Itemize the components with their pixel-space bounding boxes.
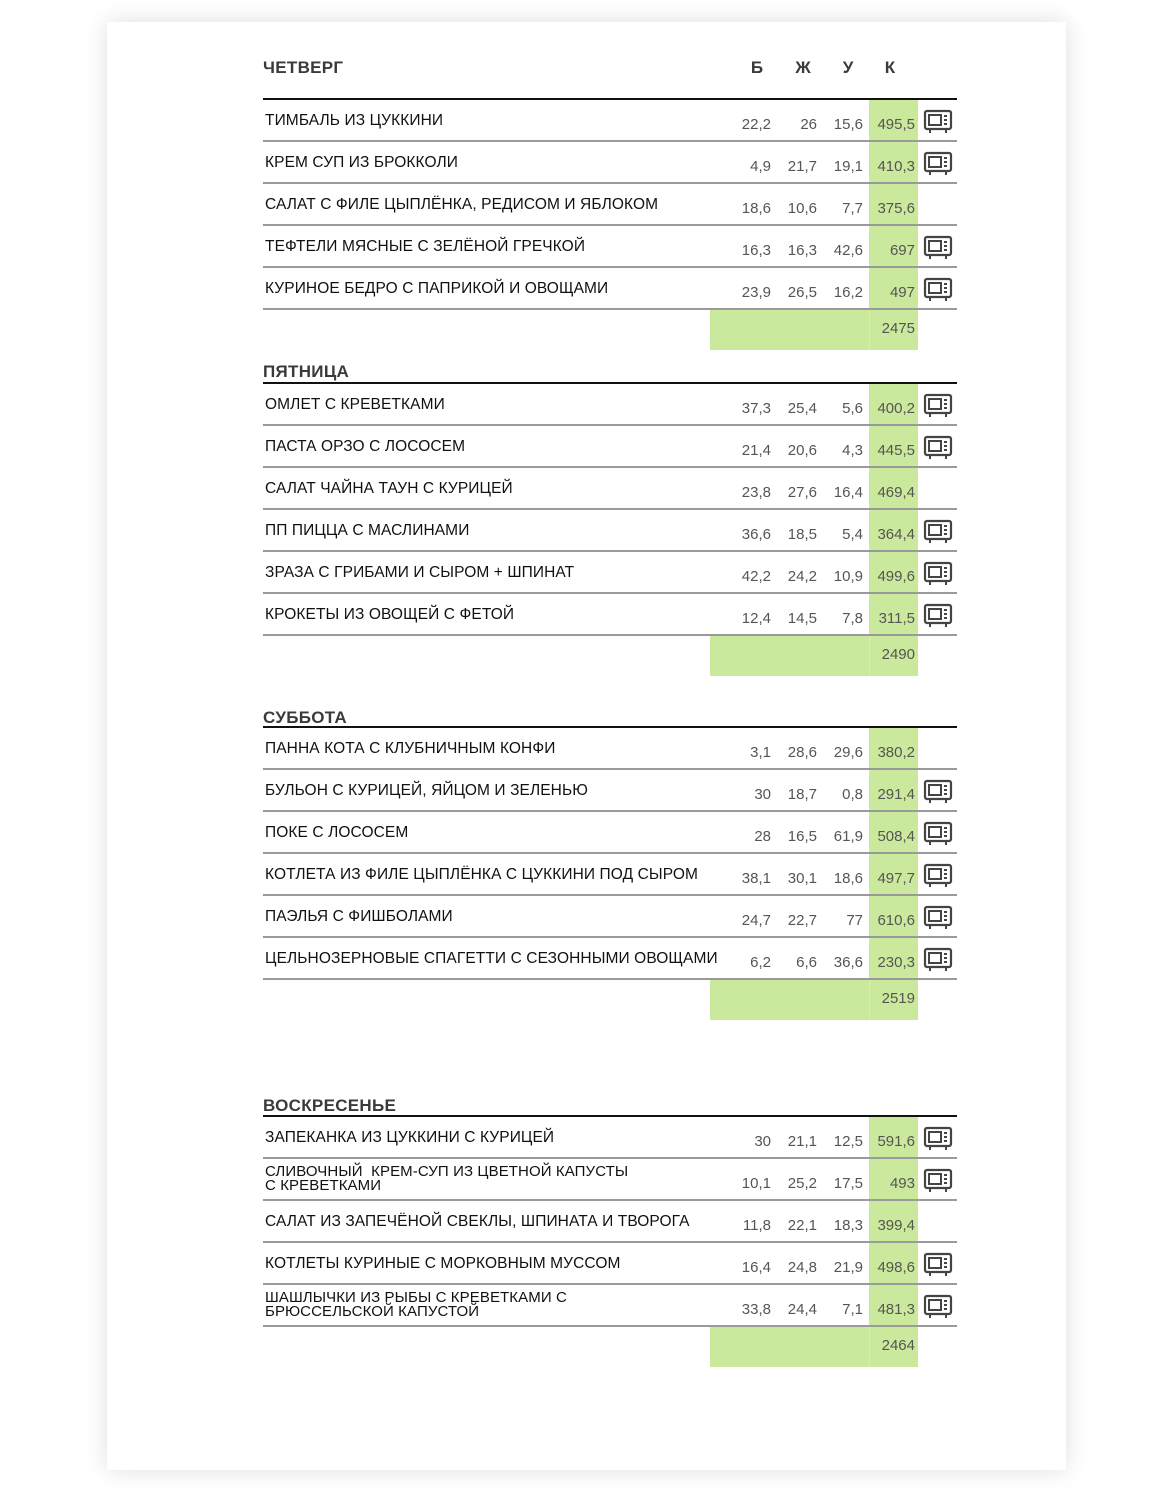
dish-name: СЛИВОЧНЫЙ КРЕМ-СУП ИЗ ЦВЕТНОЙ КАПУСТЫ С КРЕВЕТКАМИ	[265, 1163, 629, 1194]
carbs-value: 29,6	[833, 744, 863, 761]
dish-name: КРОКЕТЫ ИЗ ОВОЩЕЙ С ФЕТОЙ	[265, 606, 515, 623]
carbs-value: 16,2	[833, 284, 863, 301]
day-header	[263, 22, 957, 98]
microwave-icon	[923, 821, 953, 847]
dish-name: ПОКЕ С ЛОСОСЕМ	[265, 824, 409, 841]
microwave-icon	[923, 277, 953, 303]
fat-value: 14,5	[787, 610, 817, 627]
carbs-value: 17,5	[833, 1175, 863, 1192]
fat-value: 16,3	[787, 242, 817, 259]
carbs-value: 7,8	[842, 610, 863, 627]
column-header-carbs: У	[842, 58, 854, 77]
dish-name: ШАШЛЫЧКИ ИЗ РЫБЫ С КРЕВЕТКАМИ С БРЮССЕЛЬСКОЙ КАПУСТОЙ	[265, 1289, 567, 1320]
fat-value: 25,2	[787, 1175, 817, 1192]
calories-value: 493	[889, 1175, 915, 1192]
dish-name: БУЛЬОН С КУРИЦЕЙ, ЯЙЦОМ И ЗЕЛЕНЬЮ	[265, 782, 589, 799]
microwave-icon	[923, 151, 953, 177]
dish-row	[263, 1159, 957, 1201]
protein-value: 30	[754, 1133, 771, 1150]
fat-value: 16,5	[787, 828, 817, 845]
column-header-calories: К	[884, 58, 896, 77]
protein-value: 22,2	[741, 116, 771, 133]
fat-value: 6,6	[796, 954, 817, 971]
dish-name: ПП ПИЦЦА С МАСЛИНАМИ	[265, 522, 470, 539]
protein-value: 23,9	[741, 284, 771, 301]
protein-value: 6,2	[750, 954, 771, 971]
calories-value: 400,2	[877, 400, 915, 417]
calories-value: 380,2	[877, 744, 915, 761]
microwave-icon	[923, 393, 953, 419]
microwave-icon	[923, 905, 953, 931]
calories-value: 375,6	[877, 200, 915, 217]
protein-value: 12,4	[741, 610, 771, 627]
protein-value: 37,3	[741, 400, 771, 417]
microwave-icon	[923, 863, 953, 889]
dish-row	[263, 594, 957, 636]
calories-value: 497,7	[877, 870, 915, 887]
day-total-calories: 2519	[881, 990, 915, 1007]
day-section	[263, 22, 957, 350]
dish-row	[263, 1117, 957, 1159]
microwave-icon	[923, 1294, 953, 1320]
fat-value: 26	[800, 116, 817, 133]
day-total-row	[263, 636, 957, 676]
day-header	[263, 1060, 957, 1115]
calories-value: 410,3	[877, 158, 915, 175]
microwave-icon	[923, 603, 953, 629]
microwave-icon	[923, 235, 953, 261]
dish-row	[263, 468, 957, 510]
fat-value: 21,1	[787, 1133, 817, 1150]
protein-value: 38,1	[741, 870, 771, 887]
carbs-value: 10,9	[833, 568, 863, 585]
dish-row	[263, 384, 957, 426]
day-header	[263, 672, 957, 726]
carbs-value: 12,5	[833, 1133, 863, 1150]
carbs-value: 16,4	[833, 484, 863, 501]
microwave-icon	[923, 1168, 953, 1194]
dish-name: ПАСТА ОРЗО С ЛОСОСЕМ	[265, 438, 466, 455]
microwave-icon	[923, 109, 953, 135]
day-title: ПЯТНИЦА	[263, 362, 350, 381]
dish-row	[263, 510, 957, 552]
dish-row	[263, 1243, 957, 1285]
dish-name: КОТЛЕТЫ КУРИНЫЕ С МОРКОВНЫМ МУССОМ	[265, 1255, 621, 1272]
dish-row	[263, 184, 957, 226]
microwave-icon	[923, 1126, 953, 1152]
dish-name: ЗРАЗА С ГРИБАМИ И СЫРОМ + ШПИНАТ	[265, 564, 575, 581]
microwave-icon	[923, 1252, 953, 1278]
calories-value: 230,3	[877, 954, 915, 971]
day-total-row	[263, 980, 957, 1020]
carbs-value: 7,7	[842, 200, 863, 217]
dish-name: ЦЕЛЬНОЗЕРНОВЫЕ СПАГЕТТИ С СЕЗОННЫМИ ОВОЩАМИ	[265, 950, 718, 967]
dish-row	[263, 1285, 957, 1327]
fat-value: 24,4	[787, 1301, 817, 1318]
dish-row	[263, 268, 957, 310]
protein-value: 30	[754, 786, 771, 803]
protein-value: 23,8	[741, 484, 771, 501]
calories-value: 291,4	[877, 786, 915, 803]
day-section	[263, 672, 957, 1020]
dish-row	[263, 552, 957, 594]
microwave-icon	[923, 947, 953, 973]
dish-row	[263, 100, 957, 142]
calories-value: 364,4	[877, 526, 915, 543]
protein-value: 16,4	[741, 1259, 771, 1276]
day-title: ВОСКРЕСЕНЬЕ	[263, 1096, 397, 1115]
fat-value: 26,5	[787, 284, 817, 301]
protein-value: 18,6	[741, 200, 771, 217]
carbs-value: 0,8	[842, 786, 863, 803]
microwave-icon	[923, 561, 953, 587]
day-title: ЧЕТВЕРГ	[263, 58, 344, 77]
day-total-row	[263, 1327, 957, 1367]
dish-table	[263, 1115, 957, 1367]
calories-value: 498,6	[877, 1259, 915, 1276]
dish-row	[263, 728, 957, 770]
dish-name: ОМЛЕТ С КРЕВЕТКАМИ	[265, 396, 445, 413]
protein-value: 11,8	[742, 1217, 771, 1234]
calories-value: 445,5	[877, 442, 915, 459]
day-section	[263, 326, 957, 676]
carbs-value: 21,9	[833, 1259, 863, 1276]
fat-value: 22,1	[787, 1217, 817, 1234]
dish-row	[263, 426, 957, 468]
carbs-value: 5,6	[842, 400, 863, 417]
protein-value: 16,3	[741, 242, 771, 259]
day-total-calories: 2475	[881, 320, 915, 337]
calories-value: 469,4	[877, 484, 915, 501]
dish-name: ТЕФТЕЛИ МЯСНЫЕ С ЗЕЛЁНОЙ ГРЕЧКОЙ	[265, 238, 586, 255]
microwave-icon	[923, 519, 953, 545]
fat-value: 24,2	[787, 568, 817, 585]
protein-value: 24,7	[741, 912, 771, 929]
fat-value: 18,5	[787, 526, 817, 543]
dish-row	[263, 896, 957, 938]
calories-value: 481,3	[877, 1301, 915, 1318]
dish-row	[263, 812, 957, 854]
carbs-value: 18,6	[833, 870, 863, 887]
calories-value: 610,6	[877, 912, 915, 929]
dish-name: КУРИНОЕ БЕДРО С ПАПРИКОЙ И ОВОЩАМИ	[265, 280, 609, 297]
dish-row	[263, 854, 957, 896]
fat-value: 18,7	[787, 786, 817, 803]
fat-value: 20,6	[787, 442, 817, 459]
carbs-value: 4,3	[842, 442, 863, 459]
fat-value: 22,7	[787, 912, 817, 929]
protein-value: 33,8	[741, 1301, 771, 1318]
fat-value: 24,8	[787, 1259, 817, 1276]
day-total-calories: 2464	[881, 1337, 915, 1354]
carbs-value: 7,1	[842, 1301, 863, 1318]
carbs-value: 61,9	[833, 828, 863, 845]
calories-value: 311,5	[878, 610, 915, 627]
dish-row	[263, 226, 957, 268]
fat-value: 28,6	[787, 744, 817, 761]
dish-name: ПАЭЛЬЯ С ФИШБОЛАМИ	[265, 908, 453, 925]
dish-table	[263, 726, 957, 1020]
column-header-protein: Б	[750, 58, 764, 77]
day-header	[263, 326, 957, 382]
fat-value: 27,6	[787, 484, 817, 501]
fat-value: 21,7	[787, 158, 817, 175]
protein-value: 42,2	[741, 568, 771, 585]
protein-value: 21,4	[741, 442, 771, 459]
day-title: СУББОТА	[263, 708, 347, 727]
calories-value: 495,5	[877, 116, 915, 133]
day-total-calories: 2490	[881, 646, 915, 663]
protein-value: 4,9	[750, 158, 771, 175]
dish-name: САЛАТ С ФИЛЕ ЦЫПЛЁНКА, РЕДИСОМ И ЯБЛОКОМ	[265, 196, 659, 213]
carbs-value: 5,4	[842, 526, 863, 543]
microwave-icon	[923, 779, 953, 805]
dish-table	[263, 382, 957, 676]
calories-value: 508,4	[877, 828, 915, 845]
dish-row	[263, 1201, 957, 1243]
carbs-value: 19,1	[833, 158, 863, 175]
dish-row	[263, 142, 957, 184]
dish-name: ПАННА КОТА С КЛУБНИЧНЫМ КОНФИ	[265, 740, 556, 757]
dish-row	[263, 938, 957, 980]
calories-value: 697	[889, 242, 915, 259]
day-section	[263, 1060, 957, 1367]
carbs-value: 42,6	[833, 242, 863, 259]
dish-table	[263, 98, 957, 350]
dish-name: КОТЛЕТА ИЗ ФИЛЕ ЦЫПЛЁНКА С ЦУККИНИ ПОД СЫРОМ	[265, 866, 699, 883]
dish-name: КРЕМ СУП ИЗ БРОККОЛИ	[265, 154, 459, 171]
protein-value: 28	[754, 828, 771, 845]
protein-value: 10,1	[741, 1175, 771, 1192]
protein-value: 36,6	[741, 526, 771, 543]
carbs-value: 18,3	[833, 1217, 863, 1234]
dish-name: САЛАТ ЧАЙНА ТАУН С КУРИЦЕЙ	[265, 480, 513, 497]
calories-value: 497	[889, 284, 915, 301]
calories-value: 399,4	[877, 1217, 915, 1234]
carbs-value: 77	[846, 912, 863, 929]
fat-value: 25,4	[787, 400, 817, 417]
dish-row	[263, 770, 957, 812]
fat-value: 10,6	[787, 200, 817, 217]
column-header-fat: Ж	[795, 58, 811, 77]
carbs-value: 36,6	[833, 954, 863, 971]
calories-value: 591,6	[877, 1133, 915, 1150]
carbs-value: 15,6	[833, 116, 863, 133]
calories-value: 499,6	[877, 568, 915, 585]
microwave-icon	[923, 435, 953, 461]
dish-name: ЗАПЕКАНКА ИЗ ЦУККИНИ С КУРИЦЕЙ	[265, 1129, 555, 1146]
protein-value: 3,1	[750, 744, 771, 761]
dish-name: ТИМБАЛЬ ИЗ ЦУККИНИ	[265, 112, 444, 129]
dish-name: САЛАТ ИЗ ЗАПЕЧЁНОЙ СВЕКЛЫ, ШПИНАТА И ТВОРОГА	[265, 1213, 690, 1230]
fat-value: 30,1	[787, 870, 817, 887]
